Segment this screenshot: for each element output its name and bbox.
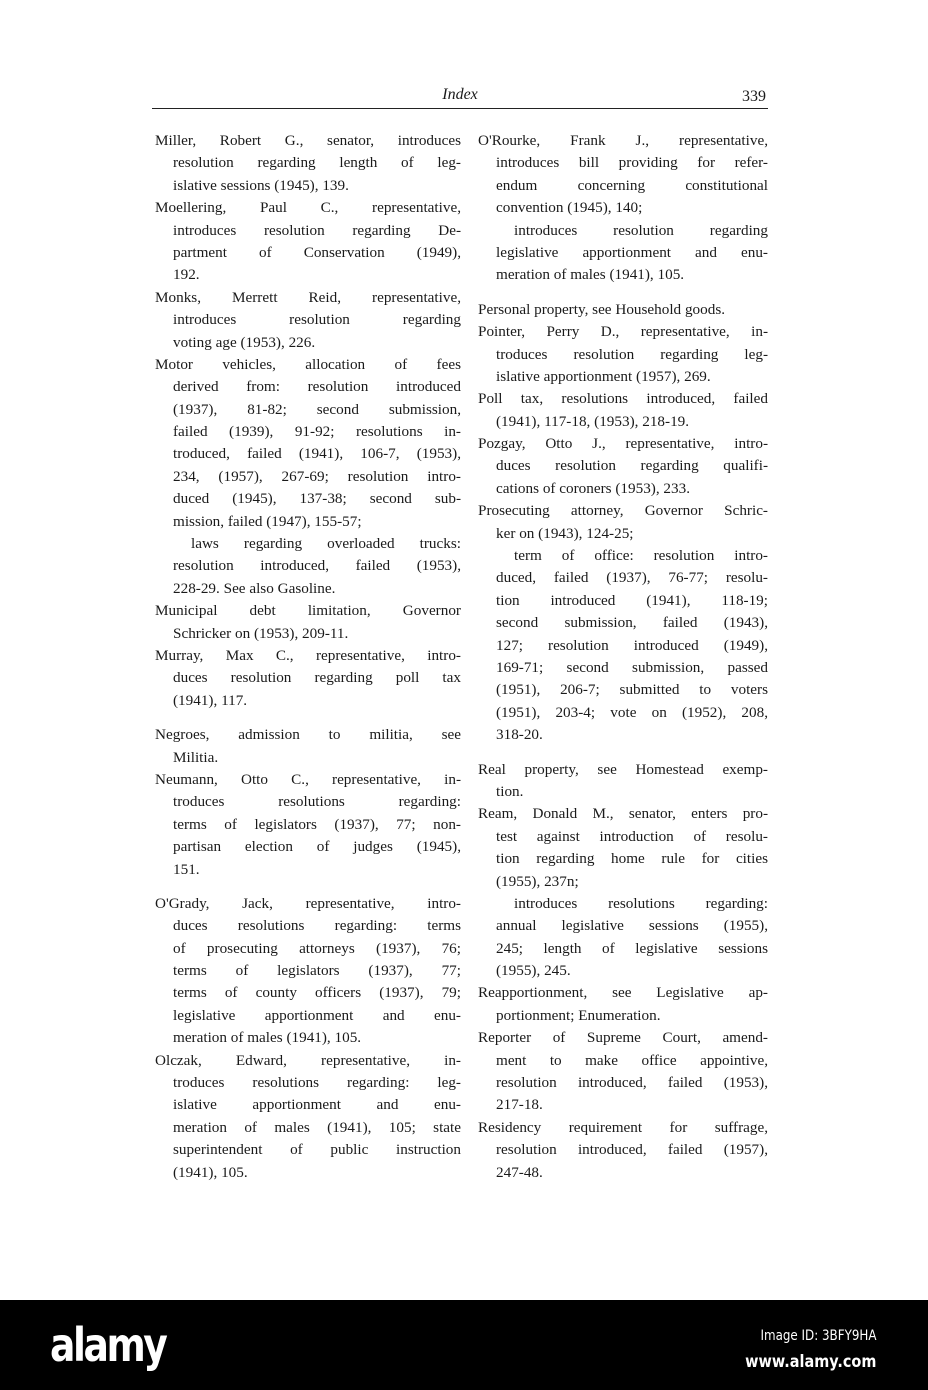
entry-line: Residency requirement for suffrage,	[478, 1118, 768, 1136]
letter-group	[155, 130, 461, 712]
entry-line: (1951), 203-4; vote on (1952), 208,	[496, 703, 768, 721]
letter-group	[155, 893, 461, 1184]
entry-line: Miller, Robert G., senator, introduces	[155, 132, 461, 149]
entry-line: resolution introduced, failed (1957),	[496, 1141, 768, 1159]
entry-line: superintendent of public instruction	[173, 1141, 461, 1159]
entry-line: convention (1945), 140;	[496, 199, 643, 217]
entry-line: resolution regarding length of leg-	[173, 154, 461, 172]
entry-line: Municipal debt limitation, Governor	[155, 602, 461, 620]
index-entry	[478, 130, 768, 220]
entry-line: troduces resolutions regarding:	[173, 793, 461, 811]
entry-line: Negroes, admission to militia, see	[155, 726, 461, 744]
entry-line: (1955), 237n;	[496, 872, 579, 890]
entry-line: 234, (1957), 267-69; resolution intro-	[173, 467, 461, 485]
entry-line: Personal property, see Household goods.	[478, 300, 726, 318]
entry-line: Reporter of Supreme Court, amend-	[478, 1029, 768, 1047]
entry-line: duces resolution regarding poll tax	[173, 669, 461, 687]
index-entry	[478, 982, 768, 1027]
entry-line: duced (1945), 137-38; second sub-	[173, 490, 461, 508]
index-subentry	[478, 545, 768, 747]
site-url: www.alamy.com	[744, 1352, 876, 1372]
index-entry	[155, 197, 461, 287]
index-entry	[478, 433, 768, 500]
entry-line: O'Rourke, Frank J., representative,	[478, 132, 768, 149]
entry-line: partisan election of judges (1945),	[173, 838, 461, 856]
entry-line: legislative apportionment and enu-	[496, 243, 768, 261]
entry-line: islative apportionment and enu-	[173, 1096, 461, 1114]
entry-line: Pozgay, Otto J., representative, intro-	[478, 435, 768, 453]
entry-line: annual legislative sessions (1955),	[496, 917, 768, 935]
entry-line: endum concerning constitutional	[496, 176, 768, 194]
watermark-banner	[0, 1300, 928, 1390]
index-entry	[478, 388, 768, 433]
index-entry	[155, 724, 461, 769]
entry-line: laws regarding overloaded trucks:	[191, 535, 461, 553]
entry-line: duces resolutions regarding: terms	[173, 917, 461, 935]
entry-line: tion introduced (1941), 118-19;	[496, 591, 768, 609]
entry-line: Murray, Max C., representative, intro-	[155, 646, 461, 664]
index-subentry	[478, 893, 768, 983]
index-column-left	[155, 130, 461, 1196]
entry-line: Real property, see Homestead exemp-	[478, 760, 768, 778]
entry-line: mission, failed (1947), 155-57;	[173, 512, 362, 530]
entry-line: islative sessions (1945), 139.	[173, 176, 349, 194]
entry-line: Ream, Donald M., senator, enters pro-	[478, 805, 768, 823]
entry-line: (1941), 117.	[173, 691, 248, 709]
entry-line: of prosecuting attorneys (1937), 76;	[173, 939, 461, 957]
letter-group	[478, 130, 768, 287]
entry-line: 192.	[173, 266, 200, 284]
entry-line: terms of legislators (1937), 77;	[173, 962, 461, 980]
entry-line: resolution introduced, failed (1953),	[173, 557, 461, 575]
index-entry	[478, 1027, 768, 1117]
entry-line: cations of coroners (1953), 233.	[496, 479, 691, 497]
entry-line: duces resolution regarding qualifi-	[496, 457, 768, 475]
entry-line: troduces resolutions regarding: leg-	[173, 1074, 461, 1092]
entry-line: 228-29. See also Gasoline.	[173, 579, 336, 597]
index-entry	[155, 1050, 461, 1184]
entry-line: 169-71; second submission, passed	[496, 658, 768, 676]
entry-line: terms of legislators (1937), 77; non-	[173, 815, 461, 833]
entry-line: tion regarding home rule for cities	[496, 850, 768, 868]
index-column-right	[478, 130, 768, 1196]
index-entry	[155, 130, 461, 197]
index-entry	[155, 600, 461, 645]
image-id: Image ID: 3BFY9HA	[759, 1328, 876, 1344]
entry-line: 151.	[173, 860, 200, 878]
letter-group	[478, 759, 768, 1184]
entry-line: tion.	[496, 782, 524, 800]
index-subentry	[155, 533, 461, 600]
entry-line: (1951), 206-7; submitted to voters	[496, 681, 768, 699]
index-entry	[155, 893, 461, 1050]
entry-line: partment of Conservation (1949),	[173, 243, 461, 261]
index-entry	[478, 1117, 768, 1184]
entry-line: Prosecuting attorney, Governor Schric-	[478, 502, 768, 520]
entry-line: duced, failed (1937), 76-77; resolu-	[496, 569, 768, 587]
entry-line: meration of males (1941), 105; state	[173, 1118, 461, 1136]
header-title: Index	[442, 86, 478, 103]
index-entry	[155, 645, 461, 712]
entry-line: Schricker on (1953), 209-11.	[173, 624, 349, 642]
index-entry	[478, 321, 768, 388]
running-header	[152, 84, 768, 109]
entry-line: introduces resolution regarding De-	[173, 221, 461, 239]
entry-line: troduces resolution regarding leg-	[496, 345, 768, 363]
entry-line: introduces bill providing for refer-	[496, 154, 768, 172]
entry-line: meration of males (1941), 105.	[173, 1029, 362, 1047]
index-entry	[155, 287, 461, 354]
entry-line: term of office: resolution intro-	[514, 547, 768, 565]
entry-line: Neumann, Otto C., representative, in-	[155, 770, 461, 788]
entry-line: O'Grady, Jack, representative, intro-	[155, 894, 461, 912]
entry-line: introduces resolution regarding	[173, 311, 461, 329]
entry-line: Poll tax, resolutions introduced, failed	[478, 390, 768, 408]
entry-line: failed (1939), 91-92; resolutions in-	[173, 423, 461, 441]
index-entry	[478, 500, 768, 545]
entry-line: (1955), 245.	[496, 962, 571, 980]
entry-line: introduces resolutions regarding:	[514, 894, 768, 912]
entry-line: Reapportionment, see Legislative ap-	[478, 984, 768, 1002]
entry-line: 318-20.	[496, 726, 543, 744]
page-number: 339	[742, 88, 766, 105]
entry-line: Olczak, Edward, representative, in-	[155, 1051, 461, 1069]
index-entry	[155, 769, 461, 881]
letter-group	[155, 724, 461, 881]
entry-line: islative apportionment (1957), 269.	[496, 367, 711, 385]
index-entry	[478, 299, 768, 321]
entry-line: legislative apportionment and enu-	[173, 1006, 461, 1024]
entry-line: Monks, Merrett Reid, representative,	[155, 288, 461, 306]
entry-line: troduced, failed (1941), 106-7, (1953),	[173, 445, 461, 463]
entry-line: derived from: resolution introduced	[173, 378, 461, 396]
entry-line: ment to make office appointive,	[496, 1051, 768, 1069]
entry-line: (1941), 117-18, (1953), 218-19.	[496, 412, 690, 430]
entry-line: Moellering, Paul C., representative,	[155, 199, 461, 217]
entry-line: (1941), 105.	[173, 1163, 248, 1181]
entry-line: Pointer, Perry D., representative, in-	[478, 323, 768, 341]
entry-line: resolution introduced, failed (1953),	[496, 1074, 768, 1092]
index-entry	[155, 354, 461, 533]
entry-line: introduces resolution regarding	[514, 221, 768, 239]
alamy-logo: alamy	[50, 1318, 166, 1372]
entry-line: Militia.	[173, 748, 219, 766]
index-subentry	[478, 220, 768, 287]
entry-line: portionment; Enumeration.	[496, 1006, 661, 1024]
entry-line: voting age (1953), 226.	[173, 333, 316, 351]
entry-line: 217-18.	[496, 1096, 543, 1114]
entry-line: second submission, failed (1943),	[496, 614, 768, 632]
entry-line: 247-48.	[496, 1163, 543, 1181]
entry-line: ker on (1943), 124-25;	[496, 524, 634, 542]
index-entry	[478, 759, 768, 804]
entry-line: terms of county officers (1937), 79;	[173, 984, 461, 1002]
entry-line: test against introduction of resolu-	[496, 827, 768, 845]
entry-line: meration of males (1941), 105.	[496, 266, 685, 284]
index-entry	[478, 803, 768, 893]
entry-line: 245; length of legislative sessions	[496, 939, 768, 957]
letter-group	[478, 299, 768, 747]
entry-line: (1937), 81-82; second submission,	[173, 400, 461, 418]
entry-line: Motor vehicles, allocation of fees	[155, 355, 461, 373]
entry-line: 127; resolution introduced (1949),	[496, 636, 768, 654]
